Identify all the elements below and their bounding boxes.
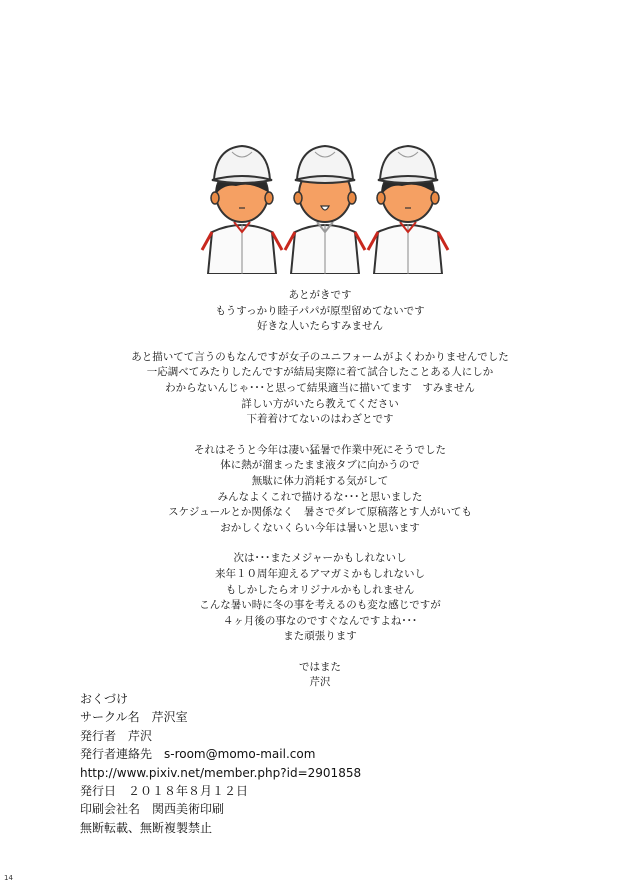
afterword-paragraph	[0, 551, 640, 645]
afterword-line: 芹沢	[309, 676, 331, 689]
afterword-line: また頑張ります	[283, 630, 357, 643]
colophon	[80, 690, 361, 837]
afterword-line: 体に熱が溜まったまま液タブに向かうので	[220, 459, 420, 472]
colophon-line: サークル名 芹沢室	[80, 710, 188, 725]
colophon-line: 発行日 ２０１８年８月１２日	[80, 784, 249, 799]
afterword-line: こんな暑い時に冬の事を考えるのも変な感じですが	[199, 599, 441, 612]
afterword-line: 好きな人いたらすみません	[257, 320, 383, 333]
afterword-line: もしかしたらオリジナルかもしれません	[225, 583, 415, 596]
afterword-line: あとがきです	[288, 289, 352, 301]
colophon-line: 印刷会社名 関西美術印刷	[80, 802, 225, 817]
colophon-heading: おくづけ	[80, 692, 129, 706]
afterword-line: 下着着けてないのはわざとです	[246, 413, 394, 426]
page-number: 14	[4, 874, 13, 882]
afterword-paragraph	[0, 443, 640, 537]
baseball-players-illustration	[200, 132, 450, 274]
afterword-line: 来年１０周年迎えるアマガミかもしれないし	[215, 567, 425, 580]
afterword-line: ４ヶ月後の事なのですぐなんですよね･･･	[222, 614, 418, 627]
afterword-line: 詳しい方がいたら教えてください	[241, 397, 399, 410]
afterword-line: 無駄に体力消耗する気がして	[251, 474, 389, 487]
afterword-line: もうすっかり睦子パパが原型留めてないです	[215, 304, 425, 317]
afterword-line: ではまた	[299, 660, 341, 673]
colophon-line: 発行者 芹沢	[80, 728, 153, 743]
afterword-line: おかしくないくらい今年は暑いと思います	[220, 521, 420, 534]
afterword-text	[0, 288, 640, 706]
afterword-line: それはそうと今年は凄い猛暑で作業中死にそうでした	[194, 443, 446, 456]
afterword-paragraph	[0, 660, 640, 691]
afterword-line: わからないんじゃ･･･と思って結果適当に描いてます すみません	[165, 381, 475, 394]
afterword-line: みんなよくこれで描けるな･･･と思いました	[217, 490, 423, 503]
afterword-line: 次は･･･またメジャーかもしれないし	[233, 552, 407, 565]
colophon-line: 無断転載、無断複製禁止	[80, 820, 213, 835]
afterword-paragraph	[0, 350, 640, 428]
colophon-line: 発行者連絡先 s-room@momo-mail.com	[80, 747, 316, 762]
afterword-line: 一応調べてみたりしたんですが結局実際に着て試合したことある人にしか	[146, 366, 494, 379]
afterword-line: あと描いてて言うのもなんですが女子のユニフォームがよくわかりませんでした	[131, 350, 509, 363]
afterword-line: スケジュールとか関係なく 暑さでダレて原稿落とす人がいても	[168, 506, 472, 519]
afterword-paragraph	[0, 288, 640, 335]
colophon-line: http://www.pixiv.net/member.php?id=2901858	[80, 765, 362, 780]
